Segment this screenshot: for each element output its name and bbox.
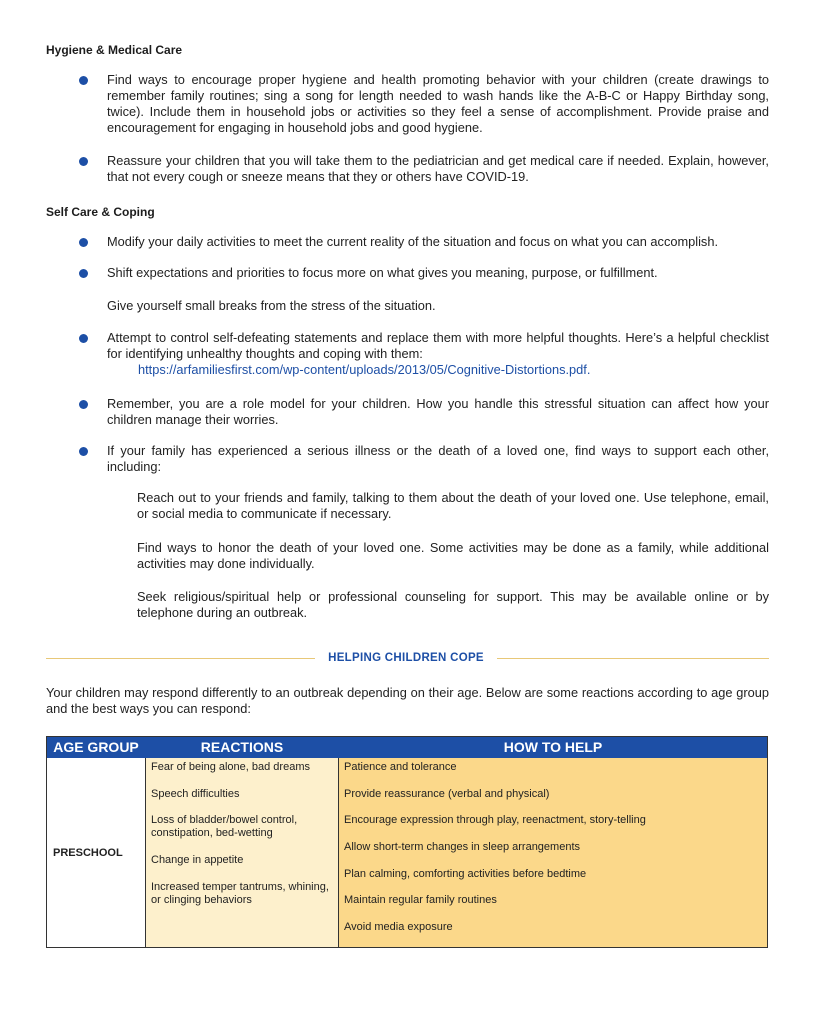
hygiene-bullet-1: Find ways to encourage proper hygiene and health promoting behavior with your children (create drawings to remember family routines; sing a song for length needed to wash hands like the A-B-C or Happy Birthday song, twice). Include them in household jobs or activities so they feel a sense of accomplishment. Provide praise and encouragement for engaging in household jobs and good hygiene. (107, 72, 769, 135)
header-reactions: REACTIONS (200, 739, 284, 755)
reaction-item: Loss of bladder/bowel control, constipation, bed-wetting (151, 814, 298, 839)
bullet-icon (79, 334, 88, 343)
how-to-help-cell (339, 758, 767, 947)
help-item: Provide reassurance (verbal and physical) (344, 788, 550, 800)
support-item-3: Seek religious/spiritual help or professional counseling for support. This may be available online or by telephone during an outbreak. (137, 589, 769, 620)
help-item: Patience and tolerance (344, 761, 457, 773)
section-heading-hygiene: Hygiene & Medical Care (46, 43, 183, 57)
help-item: Encourage expression through play, reenactment, story-telling (344, 814, 646, 826)
divider-line-right (497, 658, 769, 659)
selfcare-bullet-1: Modify your daily activities to meet the current reality of the situation and focus on what you can accomplish. (107, 234, 719, 249)
table-header (47, 737, 767, 758)
bullet-icon (79, 269, 88, 278)
help-item: Allow short-term changes in sleep arrangements (344, 841, 581, 853)
cope-intro: Your children may respond differently to an outbreak depending on their age. Below are some reactions according to age group and the best ways you can respond: (46, 685, 769, 716)
help-item: Avoid media exposure (344, 921, 453, 933)
reaction-item: Speech difficulties (151, 788, 240, 800)
selfcare-bullet-3 (107, 330, 769, 378)
age-group-cell (47, 758, 146, 947)
support-item-2: Find ways to honor the death of your loved one. Some activities may be done as a family, while additional activities may done individually. (137, 540, 769, 571)
hygiene-bullet-2: Reassure your children that you will take them to the pediatrician and get medical care if needed. Explain, however, that not every cough or sneeze means that they or others have COVID-19. (107, 153, 769, 184)
help-item: Plan calming, comforting activities before bedtime (344, 868, 587, 880)
section-title-helping-children-cope: HELPING CHILDREN COPE (328, 652, 484, 664)
section-heading-selfcare: Self Care & Coping (46, 205, 155, 219)
reaction-item: Change in appetite (151, 854, 244, 866)
reaction-item: Fear of being alone, bad dreams (151, 761, 310, 773)
reaction-item: Increased temper tantrums, whining, or clinging behaviors (151, 881, 329, 906)
header-how-to-help: HOW TO HELP (503, 739, 603, 755)
selfcare-bullet-2: Shift expectations and priorities to focus more on what gives you meaning, purpose, or fulfillment. (107, 265, 658, 280)
bullet-icon (79, 400, 88, 409)
cognitive-distortions-link[interactable]: https://arfamiliesfirst.com/wp-content/uploads/2013/05/Cognitive-Distortions.pdf. (138, 362, 591, 377)
bullet-icon (79, 157, 88, 166)
selfcare-bullet-4: Remember, you are a role model for your children. How you handle this stressful situation can affect how your children manage their worries. (107, 396, 769, 427)
selfcare-bullet-2-extra: Give yourself small breaks from the stress of the situation. (107, 298, 436, 313)
header-age-group: AGE GROUP (53, 739, 139, 755)
age-group-label: PRESCHOOL (53, 847, 123, 859)
help-item: Maintain regular family routines (344, 894, 497, 906)
age-group-table (46, 736, 768, 948)
selfcare-bullet-5: If your family has experienced a serious illness or the death of a loved one, find ways to support each other, including: (107, 443, 769, 474)
bullet-icon (79, 238, 88, 247)
selfcare-bullet-3-text: Attempt to control self-defeating statements and replace them with more helpful thoughts. Here’s a helpful checklist for identifying unhealthy thoughts and coping with them: (107, 330, 769, 361)
bullet-icon (79, 76, 88, 85)
reactions-cell (146, 758, 339, 947)
divider-line-left (46, 658, 315, 659)
support-item-1: Reach out to your friends and family, talking to them about the death of your loved one. Use telephone, email, or social media to communicate if necessary. (137, 490, 769, 521)
bullet-icon (79, 447, 88, 456)
